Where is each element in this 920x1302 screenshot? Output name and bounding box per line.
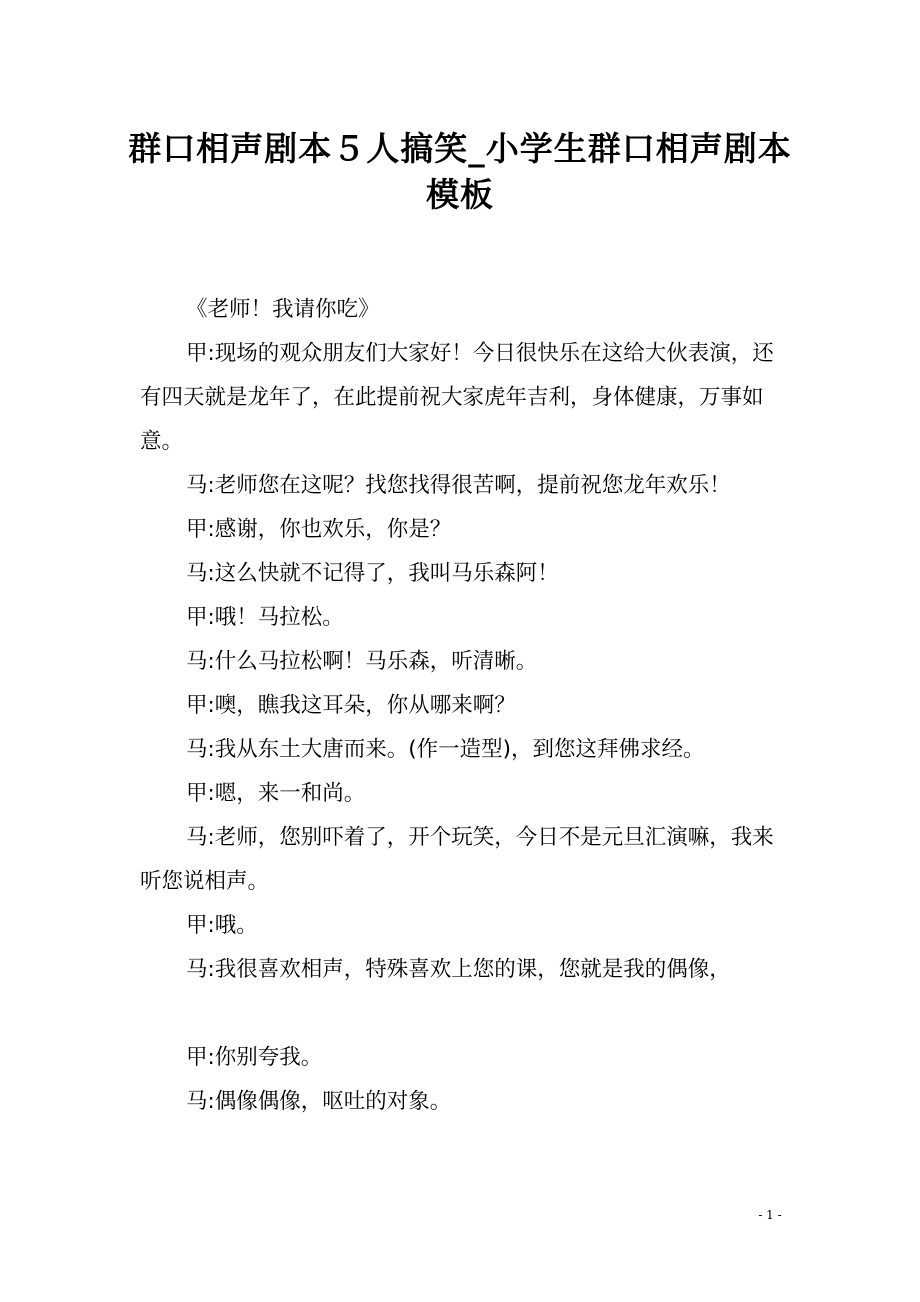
paragraph-line-13: 甲:你别夸我。 <box>186 1045 323 1070</box>
page-number: - 1 - <box>758 1208 782 1222</box>
paragraph-line-14: 马:偶像偶像，呕吐的对象。 <box>186 1089 452 1114</box>
paragraph-line-7: 甲:噢，瞧我这耳朵，你从哪来啊？ <box>186 693 516 718</box>
paragraph-play-title: 《老师！我请你吃》 <box>186 297 380 322</box>
paragraph-line-1: 甲:现场的观众朋友们大家好！今日很快乐在这给大伙表演，还有四天就是龙年了，在此提前祝大家虎年吉利，身体健康，万事如意。 <box>140 341 774 454</box>
paragraph-line-8: 马:我从东土大唐而来。(作一造型)，到您这拜佛求经。 <box>186 737 705 762</box>
document-body <box>140 288 790 1124</box>
paragraph-line-10: 马:老师，您别吓着了，开个玩笑，今日不是元旦汇演嘛，我来听您说相声。 <box>140 825 774 894</box>
paragraph-line-2: 马:老师您在这呢？找您找得很苦啊，提前祝您龙年欢乐！ <box>186 473 731 498</box>
paragraph-line-3: 甲:感谢，你也欢乐，你是？ <box>186 517 452 542</box>
document-title: 群口相声剧本５人搞笑_小学生群口相声剧本模板 <box>128 129 792 214</box>
paragraph-line-6: 马:什么马拉松啊！马乐森，听清晰。 <box>186 649 538 674</box>
paragraph-line-12: 马:我很喜欢相声，特殊喜欢上您的课，您就是我的偶像， <box>186 957 731 982</box>
paragraph-line-9: 甲:嗯，来一和尚。 <box>186 781 366 806</box>
paragraph-line-4: 马:这么快就不记得了，我叫马乐森阿！ <box>186 561 559 586</box>
blank-line <box>140 992 790 1036</box>
paragraph-line-11: 甲:哦。 <box>186 913 258 938</box>
paragraph-line-5: 甲:哦！马拉松。 <box>186 605 344 630</box>
